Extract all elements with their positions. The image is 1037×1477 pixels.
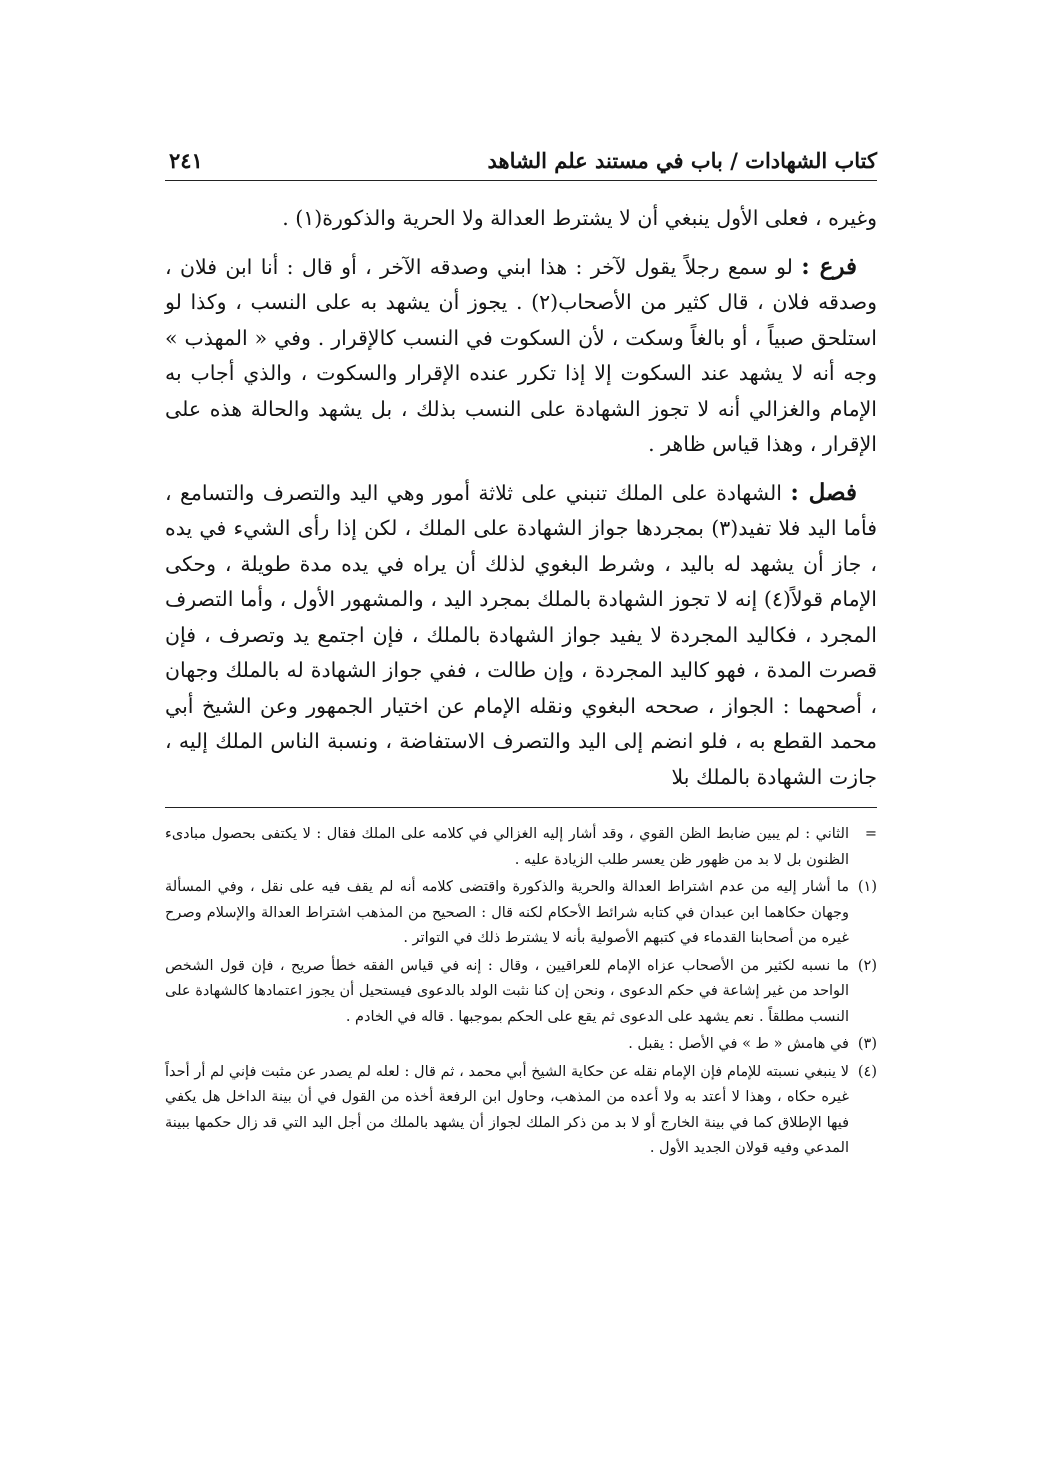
footnote-separator xyxy=(165,807,877,808)
page-header xyxy=(165,140,877,181)
footnote-marker: = xyxy=(864,826,877,842)
paragraph-far xyxy=(165,249,877,463)
footnote-text: لا ينبغي نسبته للإمام فإن الإمام نقله عن حكاية الشيخ أبي محمد ، ثم قال : لعله لم يصدر عن مثبت فإني لم أر أحداً غيره حكاه ، وهذا لا أعتد به ولا أعده من المذهب، وحاول ابن الرفعة أخذه من القول في أن بينة الداخل هل يكفي فيها الإطلاق كما في بينة الخارج أو لا بد من ذكر الملك لجواز أن يشهد بالملك من أجل اليد التي قد زال حكمها ببينة المدعي وفيه قولان الجديد الأول . xyxy=(165,1063,849,1156)
running-title: كتاب الشهادات / باب في مستند علم الشاهد xyxy=(487,148,877,173)
footnote-text: الثاني : لم يبين ضابط الظن القوي ، وقد أشار إليه الغزالي في كلامه على الملك فقال : لا يكتفى بحصول مبادىء الظنون بل لا بد من ظهور ظن يعسر طلب الزيادة عليه . xyxy=(165,826,849,868)
section-lead-far: فرع : xyxy=(801,252,858,280)
section-lead-fasl: فصل : xyxy=(790,478,857,506)
footnote-continuation xyxy=(165,822,877,873)
footnotes xyxy=(165,822,877,1162)
footnote-4 xyxy=(165,1060,877,1162)
footnote-marker: (٤) xyxy=(857,1063,877,1080)
page-number: ٢٤١ xyxy=(169,148,203,173)
footnote-1 xyxy=(165,875,877,952)
book-page xyxy=(165,140,877,1164)
paragraph-1 xyxy=(165,201,877,237)
footnote-2 xyxy=(165,954,877,1031)
paragraph-1-text: وغيره ، فعلى الأول ينبغي أن لا يشترط العدالة ولا الحرية والذكورة(١) . xyxy=(282,206,877,230)
paragraph-fasl-text: الشهادة على الملك تنبني على ثلاثة أمور وهي اليد والتصرف والتسامع ، فأما اليد فلا تفيد(٣) بمجردها جواز الشهادة على الملك ، لكن إذا رأى الشيء في يده ، جاز أن يشهد له باليد ، وشرط البغوي لذلك أن يراه في يده مدة طويلة ، وحكى الإمام قولاً(٤) إنه لا تجوز الشهادة بالملك بمجرد اليد ، والمشهور الأول ، وأما التصرف المجرد ، فكاليد المجردة لا يفيد جواز الشهادة بالملك ، فإن اجتمع يد وتصرف ، فإن قصرت المدة ، فهو كاليد المجردة ، وإن طالت ، ففي جواز الشهادة له بالملك وجهان ، أصحهما : الجواز ، صححه البغوي ونقله الإمام عن اختيار الجمهور وعن الشيخ أبي محمد القطع به ، فلو انضم إلى اليد والتصرف الاستفاضة ، ونسبة الناس الملك إليه ، جازت الشهادة بالملك بلا xyxy=(165,480,878,789)
paragraph-far-text: لو سمع رجلاً يقول لآخر : هذا ابني وصدقه الآخر ، أو قال : أنا ابن فلان ، وصدقه فلان ، قال كثير من الأصحاب(٢) . يجوز أن يشهد به على النسب ، وكذا لو استلحق صبياً ، أو بالغاً وسكت ، لأن السكوت في النسب كالإقرار . وفي « المهذب » وجه أنه لا يشهد عند السكوت إلا إذا تكرر عنده الإقرار والسكوت ، والذي أجاب به الإمام والغزالي أنه لا تجوز الشهادة على النسب بذلك ، بل يشهد والحالة هذه على الإقرار ، وهذا قياس ظاهر . xyxy=(165,254,877,456)
footnote-marker: (١) xyxy=(857,879,877,895)
footnote-text: ما أشار إليه من عدم اشتراط العدالة والحرية والذكورة واقتضى كلامه أنه لم يقف فيه على نقل ، وفي المسألة وجهان حكاهما ابن عبدان في كتابه شرائط الأحكام لكنه قال : الصحيح من المذهب اشتراط العدالة والإسلام وصرح غيره من أصحابنا القدماء في كتبهم الأصولية بأنه لا يشترط ذلك في التواتر . xyxy=(165,879,849,946)
main-text xyxy=(165,201,877,795)
footnote-3 xyxy=(165,1032,877,1058)
footnote-text: ما نسبه لكثير من الأصحاب عزاه الإمام للعراقيين ، وقال : إنه في قياس الفقه خطأ صريح ، فإن قول الشخص الواحد من غير إشاعة في حكم الدعوى ، ونحن إن كنا نثبت الولد بالدعوى فيستحيل أن يجوز اعتمادها كالشهادة على النسب مطلقاً . نعم يشهد على الدعوى ثم يقع على الحكم بموجبها . قاله في الخادم . xyxy=(165,957,849,1025)
paragraph-fasl xyxy=(165,475,877,796)
footnote-text: في هامش « ط » في الأصل : يقبل . xyxy=(628,1036,849,1052)
footnote-marker: (٢) xyxy=(857,957,877,974)
footnote-marker: (٣) xyxy=(857,1036,877,1052)
